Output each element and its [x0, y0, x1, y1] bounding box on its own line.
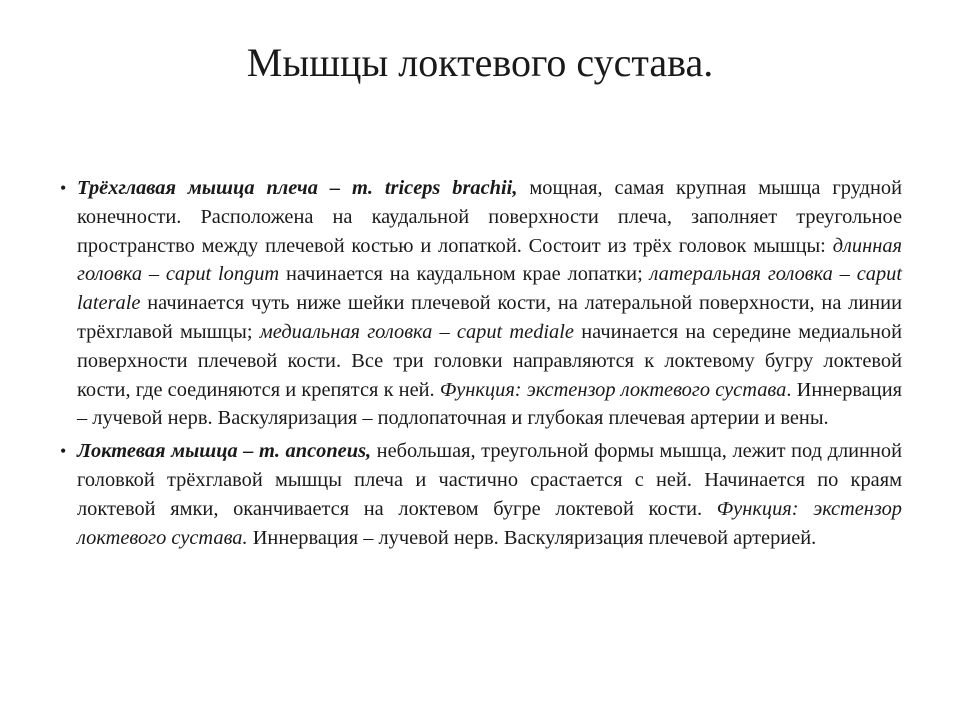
text-segment: мощная, самая крупная мышца грудной конечности. Расположена на каудальной поверхности плеча, заполняет треугольное пространство между плечевой костью и лопаткой. Состоит из трёх головок мышцы:	[77, 177, 903, 257]
text-segment: начинается чуть ниже шейки плечевой кости, на латеральной поверхности, на линии трёхглавой мышцы;	[77, 292, 902, 343]
italic-term: латеральная головка – caput laterale	[77, 263, 902, 315]
text-segment: Иннервация – лучевой нерв. Васкуляризация плечевой артерией.	[247, 526, 817, 549]
slide-title: Мышцы локтевого сустава.	[246, 40, 714, 85]
bullet-anconeus	[60, 437, 902, 552]
function-note: Функция: экстензор локтевого сустава.	[77, 497, 902, 549]
text-segment: начинается на середине медиальной поверхности плечевой кости. Все три головки направляются к локтевому бугру локтевой кости, где соединяются и крепятся к ней.	[77, 320, 903, 401]
text-segment: начинается на каудальном крае лопатки;	[279, 263, 650, 286]
muscle-heading-anconeus: Локтевая мышца – m. anconeus,	[77, 440, 372, 463]
bullet-dot-icon: •	[60, 441, 67, 462]
bullet-dot-icon: •	[60, 178, 67, 198]
function-note: Функция: экстензор локтевого сустава	[439, 378, 787, 401]
bullet-triceps	[60, 174, 902, 433]
slide-body	[60, 174, 902, 552]
italic-term: длинная головка – caput longum	[77, 234, 902, 286]
italic-term: медиальная головка – caput mediale	[259, 320, 574, 343]
muscle-heading-triceps: Трёхглавая мышца плеча – m. triceps brachii,	[77, 177, 518, 199]
text-segment: небольшая, треугольной формы мышца, лежит под длинной головкой трёхглавой мышцы плеча и частично срастается с ней. Начинается по краям локтевой ямки, оканчивается на локтевом бугре локтевой кости.	[77, 440, 902, 520]
text-segment: . Иннервация – лучевой нерв. Васкуляризация – подлопаточная и глубокая плечевая артерии и вены.	[77, 378, 902, 430]
